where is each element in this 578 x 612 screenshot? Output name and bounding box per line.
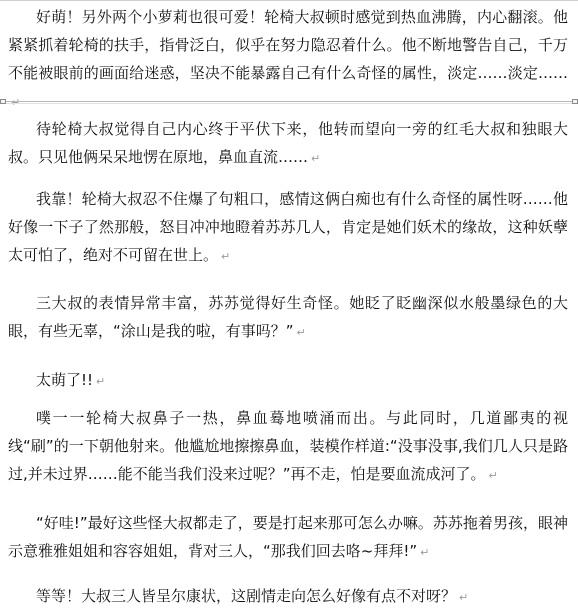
- paragraph-mark-icon: ↵: [311, 152, 321, 165]
- page-break-line-shadow: [0, 103, 578, 104]
- paragraph-text: 等等！大叔三人皆呈尔康状，这剧情走向怎么好像有点不对呀？: [36, 587, 457, 605]
- paragraph-text: 待轮椅大叔觉得自己内心终于平伏下来，他转而望向一旁的红毛大叔和独眼大叔。只见他俩呆呆地愣在原地，鼻血直流……: [8, 120, 568, 166]
- page-break-right-handle-icon[interactable]: [572, 99, 578, 104]
- paragraph-2: [8, 115, 568, 173]
- page-top-edge: [0, 0, 578, 1]
- paragraph-text: 好萌！另外两个小萝莉也很可爱！轮椅大叔顿时感觉到热血沸腾，内心翻滚。他紧紧抓着轮椅的扶手，指骨泛白，似乎在努力隐忍着什么。他不断地警告自己，千万不能被眼前的画面给迷惑，坚决不能暴露自己有什么奇怪的属性，淡定……淡定……: [8, 8, 568, 82]
- paragraph-7: [8, 509, 568, 567]
- paragraph-text: 太萌了!!: [36, 371, 94, 389]
- paragraph-mark-icon: ↵: [296, 326, 306, 339]
- paragraph-5: [8, 366, 568, 396]
- page-break-left-handle-icon[interactable]: [0, 99, 6, 104]
- paragraph-4: [8, 289, 568, 347]
- paragraph-mark-icon: ↵: [488, 469, 498, 482]
- paragraph-text: 我靠！轮椅大叔忍不住爆了句粗口，感情这俩白痴也有什么奇怪的属性呀……他好像一下子了然那般，怒目冲冲地瞪着苏苏几人，肯定是她们妖术的缘故，这种妖孽太可怕了，绝对不可留在世上。: [8, 190, 568, 264]
- paragraph-8: [8, 582, 568, 612]
- paragraph-6: [8, 404, 568, 490]
- paragraph-text: “好哇!”最好这些怪大叔都走了，要是打起来那可怎么办嘛。苏苏拖着男孩，眼神示意雅雅姐姐和容容姐姐，背对三人，“那我们回去咯~拜拜!”: [8, 514, 568, 560]
- paragraph-mark-icon: ↵: [96, 375, 106, 388]
- paragraph-3: [8, 185, 568, 271]
- paragraph-text: 噗一一轮椅大叔鼻子一热，鼻血蓦地喷涌而出。与此同时，几道鄙夷的视线“刷”的一下朝他射来。他尴尬地擦擦鼻血，装模作样道:“没事没事,我们几人只是路过,并未过界……能不能当我们没来过呢？”再不走，怕是要血流成河了。: [8, 409, 568, 483]
- paragraph-mark-icon: ↵: [420, 546, 430, 559]
- page-break-separator: [0, 99, 578, 105]
- paragraph-mark-icon: ↵: [221, 250, 231, 263]
- paragraph-mark-icon: ↵: [459, 591, 469, 604]
- paragraph-text: 三大叔的表情异常丰富，苏苏觉得好生奇怪。她眨了眨幽深似水般墨绿色的大眼，有些无辜，“涂山是我的啦，有事吗？”: [8, 294, 568, 340]
- page-break-line: [0, 101, 578, 102]
